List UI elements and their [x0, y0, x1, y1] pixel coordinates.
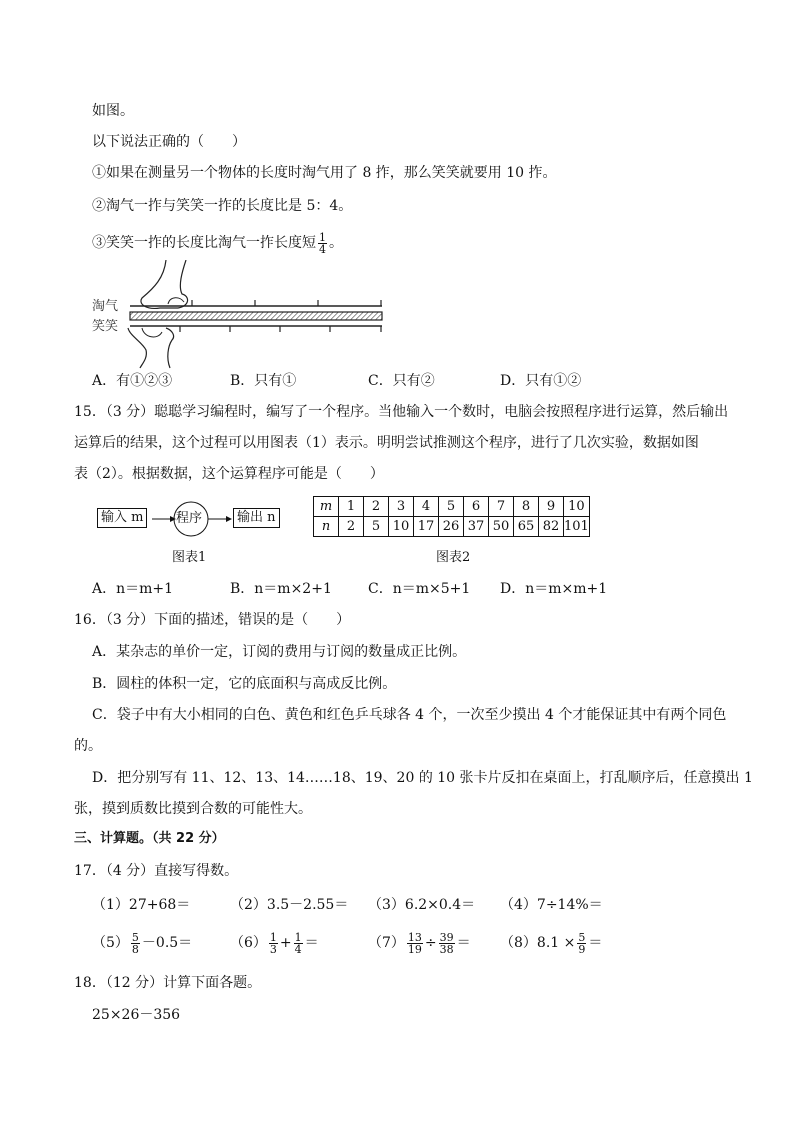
- table-cell: 65: [514, 517, 539, 537]
- fraction-denominator: 19: [407, 942, 422, 956]
- fraction-numerator: 1: [269, 930, 277, 944]
- q16-option-b: B．圆柱的体积一定，它的底面积与高成反比例。: [92, 676, 397, 692]
- fraction: [439, 932, 455, 955]
- table-cell: 37: [464, 517, 489, 537]
- table-cell: 1: [339, 497, 364, 517]
- q17-item-7: [368, 928, 471, 958]
- table-cell: 10: [564, 497, 590, 517]
- fraction-numerator: 39: [439, 930, 454, 944]
- q14-option-a: A．有①②③: [92, 373, 173, 389]
- item-label: （8）: [500, 935, 537, 951]
- fraction: [131, 932, 140, 955]
- q14-statement-1: ①如果在测量另一个物体的长度时淘气用了 8 拃，那么笑笑就要用 10 拃。: [92, 165, 557, 181]
- q15-text-line-3: 表（2）。根据数据，这个运算程序可能是（ ）: [74, 466, 384, 482]
- table-cell: 5: [364, 517, 389, 537]
- expression-rest: ＝: [456, 935, 471, 951]
- measured-object-bar: [130, 312, 382, 320]
- table-cell: 101: [564, 517, 590, 537]
- fraction-denominator: 9: [578, 942, 586, 956]
- figure-1-caption: 图表1: [172, 550, 207, 565]
- q14-option-d: D．只有①②: [500, 373, 582, 389]
- table-cell: 5: [439, 497, 464, 517]
- fraction-denominator: 3: [269, 942, 277, 956]
- q16-option-a: A．某杂志的单价一定，订阅的费用与订阅的数量成正比例。: [92, 644, 467, 660]
- fraction: [407, 932, 423, 955]
- table-cell: 3: [389, 497, 414, 517]
- taoqi-hand-icon: [141, 260, 188, 308]
- q14-option-b: B．只有①: [230, 373, 297, 389]
- q17-item-2: （2）3.5－2.55＝: [230, 897, 349, 913]
- table-cell: 8: [514, 497, 539, 517]
- q14-statement-3-fraction: [318, 232, 327, 255]
- q14-statement-3: [92, 230, 343, 256]
- fraction-denominator: 4: [319, 242, 326, 256]
- ruler-figure: [120, 260, 390, 370]
- table-cell: 4: [414, 497, 439, 517]
- q15-option-b: B．n＝m×2+1: [230, 581, 332, 597]
- q14-statement-3-end: 。: [329, 235, 343, 251]
- xiaoxiao-hand-icon: [128, 328, 174, 368]
- expression-rest: ＝: [304, 935, 319, 951]
- q14-option-c: C．只有②: [368, 373, 435, 389]
- data-table: [313, 496, 590, 537]
- section-heading: 三、计算题。（共 22 分）: [74, 831, 225, 846]
- table-row-label: m: [314, 497, 339, 517]
- fraction-numerator: 5: [131, 930, 139, 944]
- expression-rest: ＝: [588, 935, 603, 951]
- fraction-numerator: 5: [578, 930, 586, 944]
- q16-option-c-line-2: 的。: [74, 738, 102, 754]
- q17-item-8: [500, 928, 602, 958]
- expression-rest: －0.5＝: [141, 935, 193, 951]
- q17-item-6: [230, 928, 319, 958]
- ruler-label-taoqi: 淘气: [92, 299, 119, 314]
- q18-expression: 25×26－356: [92, 1007, 181, 1023]
- q16-title: 16．（3 分）下面的描述，错误的是（ ）: [74, 612, 351, 628]
- table-cell: 6: [464, 497, 489, 517]
- fraction-numerator: 13: [407, 930, 422, 944]
- q15-option-d: D．n＝m×m+1: [500, 581, 608, 597]
- figure-2-caption: 图表2: [436, 550, 471, 565]
- table-cell: 2: [339, 517, 364, 537]
- table-cell: 10: [389, 517, 414, 537]
- table-row-n: [314, 517, 590, 537]
- q15-text-line-2: 运算后的结果，这个过程可以用图表（1）表示。明明尝试推测这个程序，进行了几次实验，数据如图: [74, 435, 699, 451]
- table-cell: 82: [539, 517, 564, 537]
- q15-text-line-1: 15．（3 分）聪聪学习编程时，编写了一个程序。当他输入一个数时，电脑会按照程序进行运算，然后输出: [74, 404, 729, 420]
- item-label: （5）: [92, 935, 129, 951]
- flow-input-box: 输入 m: [97, 508, 147, 528]
- q18-title: 18．（12 分）计算下面各题。: [74, 975, 262, 991]
- fraction: [294, 932, 303, 955]
- q15-option-c: C．n＝m×5+1: [368, 581, 471, 597]
- flow-output-box: 输出 n: [233, 508, 280, 528]
- table-row-label: n: [314, 517, 339, 537]
- q17-item-5: [92, 928, 192, 958]
- flow-program-label: 程序: [176, 511, 203, 526]
- operator: ÷: [424, 935, 437, 951]
- operator: +: [279, 935, 292, 951]
- table-cell: 7: [489, 497, 514, 517]
- table-cell: 17: [414, 517, 439, 537]
- table-row-m: [314, 497, 590, 517]
- item-label: （6）: [230, 935, 267, 951]
- fraction-denominator: 8: [131, 942, 139, 956]
- table-cell: 26: [439, 517, 464, 537]
- item-label: （7）: [368, 935, 405, 951]
- fraction-numerator: 1: [294, 930, 302, 944]
- fraction-numerator: 1: [319, 230, 326, 244]
- table-cell: 50: [489, 517, 514, 537]
- fraction: [269, 932, 278, 955]
- q17-item-1: （1）27+68＝: [92, 897, 191, 913]
- table-cell: 9: [539, 497, 564, 517]
- fraction-denominator: 4: [294, 942, 302, 956]
- table-cell: 2: [364, 497, 389, 517]
- q14-continuation: 如图。: [92, 103, 134, 119]
- q14-prompt: 以下说法正确的（ ）: [92, 134, 246, 150]
- q17-item-3: （3）6.2×0.4＝: [368, 897, 476, 913]
- q14-statement-3-text: ③笑笑一拃的长度比淘气一拃长度短: [92, 235, 316, 251]
- q15-option-a: A．n＝m+1: [92, 581, 174, 597]
- fraction: [577, 932, 586, 955]
- expression-prefix: 8.1 ×: [536, 935, 576, 951]
- q16-option-d-line-2: 张，摸到质数比摸到合数的可能性大。: [74, 801, 312, 817]
- fraction-denominator: 38: [439, 942, 454, 956]
- q16-option-c-line-1: C．袋子中有大小相同的白色、黄色和红色乒乓球各 4 个，一次至少摸出 4 个才能保证其中有两个同色: [92, 707, 727, 723]
- q17-item-4: （4）7÷14%＝: [500, 897, 603, 913]
- q14-statement-2: ②淘气一拃与笑笑一拃的长度比是 5：4。: [92, 198, 353, 214]
- q16-option-d-line-1: D．把分别写有 11、12、13、14……18、19、20 的 10 张卡片反扣在桌面上，打乱顺序后，任意摸出 1: [92, 770, 753, 786]
- ruler-label-xiaoxiao: 笑笑: [92, 319, 119, 334]
- q17-title: 17．（4 分）直接写得数。: [74, 863, 239, 879]
